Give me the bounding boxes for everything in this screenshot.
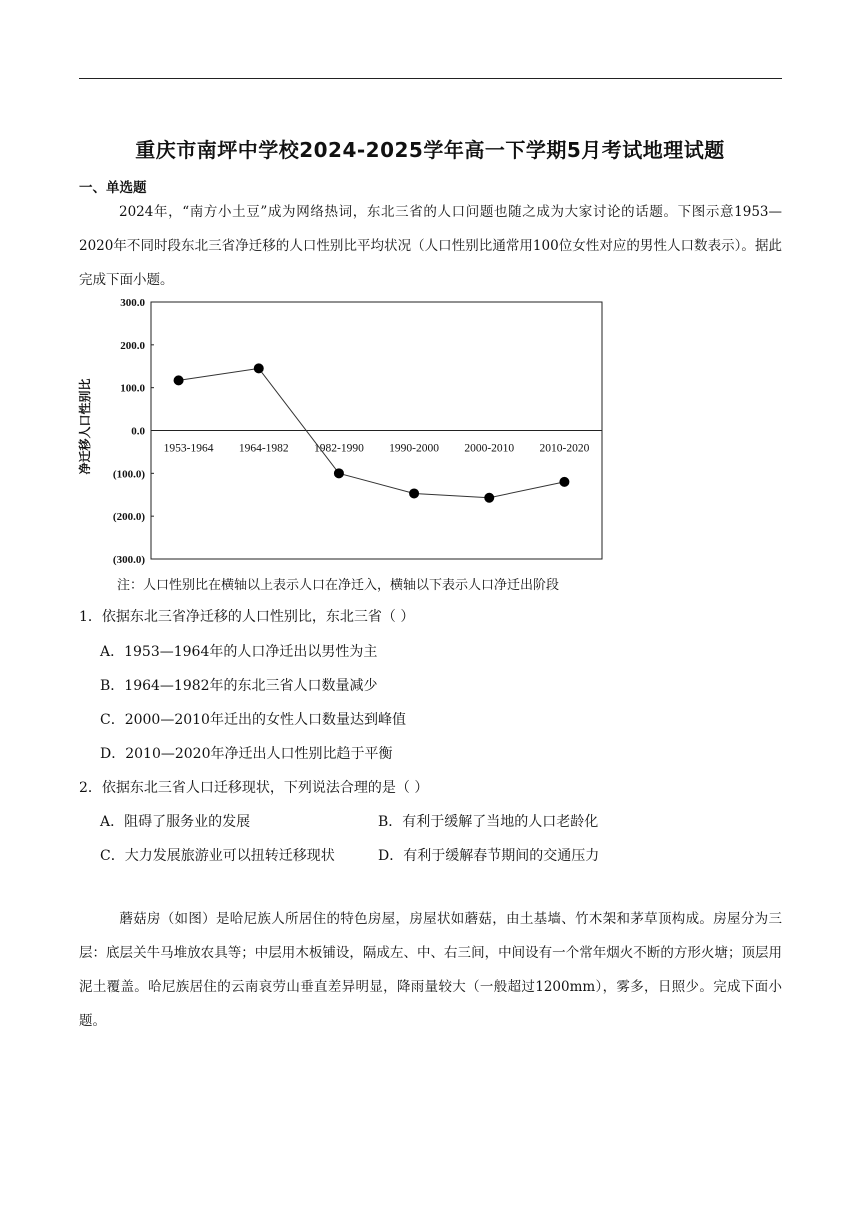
question-1-option-c[interactable]: C．2000—2010年迁出的女性人口数量达到峰值 [100, 712, 406, 728]
series-line [179, 368, 565, 497]
data-point [334, 468, 344, 478]
section-heading: 一、单选题 [79, 180, 147, 196]
y-tick-label: 0.0 [131, 425, 145, 438]
question-2-option-c[interactable]: C．大力发展旅游业可以扭转迁移现状 [100, 848, 335, 864]
chart-note: 注：人口性别比在横轴以上表示人口在净迁入，横轴以下表示人口净迁出阶段 [117, 578, 560, 593]
x-tick-label: 2010-2020 [539, 442, 590, 455]
y-tick-label: (100.0) [112, 468, 145, 481]
passage-2-text: 蘑菇房（如图）是哈尼族人所居住的特色房屋，房屋状如蘑菇，由土基墙、竹木架和茅草顶构成。房屋分为三层：底层关牛马堆放农具等；中层用木板铺设，隔成左、中、右三间，中间设有一个常年烟火不断的方形火塘；顶层用泥土覆盖。哈尼族居住的云南哀劳山垂直差异明显，降雨量较大（一般超过1200mm），雾多，日照少。完成下面小题。 [79, 911, 782, 1029]
question-1-option-d[interactable]: D．2010—2020年净迁出人口性别比趋于平衡 [100, 746, 393, 762]
passage-1 [79, 195, 782, 297]
y-tick-label: 200.0 [120, 339, 145, 352]
question-1-option-a[interactable]: A．1953—1964年的人口净迁出以男性为主 [100, 644, 378, 660]
y-axis-label: 净迁移人口性别比 [78, 378, 92, 475]
data-point [484, 493, 494, 503]
question-2-option-d[interactable]: D．有利于缓解春节期间的交通压力 [378, 848, 600, 864]
data-point [409, 488, 419, 498]
x-tick-label: 2000-2010 [464, 442, 515, 455]
y-tick-label: 300.0 [120, 297, 145, 309]
y-tick-label: 100.0 [120, 382, 145, 395]
data-point [254, 363, 264, 373]
x-tick-label: 1964-1982 [238, 442, 289, 455]
page-title: 重庆市南坪中学校2024-2025学年高一下学期5月考试地理试题 [135, 138, 725, 162]
x-tick-label: 1982-1990 [313, 442, 364, 455]
x-tick-label: 1953-1964 [163, 442, 214, 455]
question-1-stem: 1．依据东北三省净迁移的人口性别比，东北三省（ ） [79, 609, 415, 625]
data-point [174, 375, 184, 385]
question-2-option-a[interactable]: A．阻碍了服务业的发展 [100, 814, 251, 830]
x-tick-label: 1990-2000 [389, 442, 440, 455]
question-2-option-b[interactable]: B．有利于缓解了当地的人口老龄化 [378, 814, 599, 830]
question-1-option-b[interactable]: B．1964—1982年的东北三省人口数量减少 [100, 678, 378, 694]
y-tick-label: (300.0) [112, 554, 145, 566]
y-tick-label: (200.0) [112, 511, 145, 524]
net-migration-sex-ratio-chart [75, 293, 615, 568]
question-2-stem: 2．依据东北三省人口迁移现状，下列说法合理的是（ ） [79, 780, 429, 796]
header-rule [79, 78, 782, 79]
passage-2 [79, 902, 782, 1038]
data-point [559, 477, 569, 487]
passage-1-text: 2024年，“南方小土豆”成为网络热词，东北三省的人口问题也随之成为大家讨论的话题。下图示意1953—2020年不同时段东北三省净迁移的人口性别比平均状况（人口性别比通常用100位女性对应的男性人口数表示）。据此完成下面小题。 [79, 204, 782, 288]
